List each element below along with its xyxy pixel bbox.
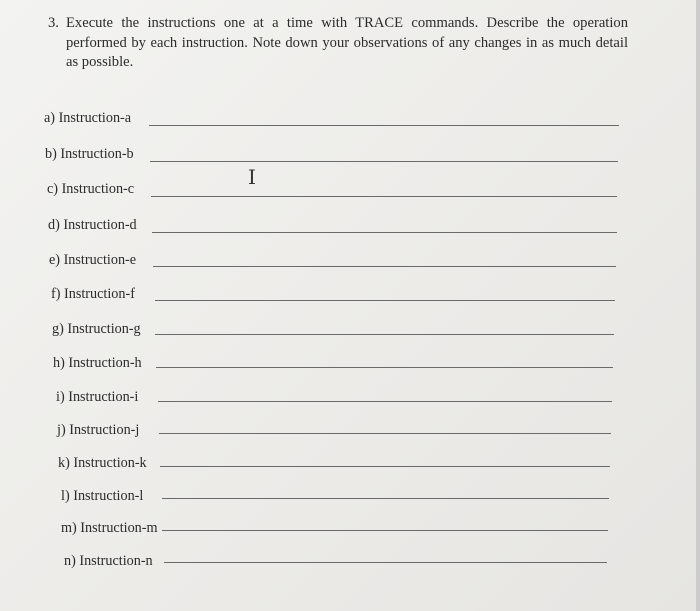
text-cursor-icon: I xyxy=(248,165,256,189)
answer-row xyxy=(61,488,609,508)
answer-row xyxy=(48,217,617,237)
item-label: f) Instruction-f xyxy=(51,286,135,302)
item-label: i) Instruction-i xyxy=(56,389,139,405)
answer-row xyxy=(64,553,607,573)
answer-line[interactable] xyxy=(152,232,617,233)
answer-line[interactable] xyxy=(158,401,612,402)
answer-row xyxy=(45,146,618,166)
item-label: l) Instruction-l xyxy=(61,488,144,504)
item-label: h) Instruction-h xyxy=(53,355,142,371)
question-number: 3. xyxy=(48,15,59,31)
item-label: b) Instruction-b xyxy=(45,146,134,162)
answer-line[interactable] xyxy=(162,498,609,499)
answer-row xyxy=(61,520,608,540)
answer-line[interactable] xyxy=(160,466,610,467)
question-block xyxy=(48,14,628,73)
answer-line[interactable] xyxy=(155,300,615,301)
answer-row xyxy=(58,455,610,475)
answer-line[interactable] xyxy=(156,367,613,368)
question-text: Execute the instructions one at a time with TRACE commands. Describe the operation performed by each instruction. Note down your observations of any changes in as much detail as possible. xyxy=(66,15,628,70)
answer-line[interactable] xyxy=(149,125,619,126)
item-label: g) Instruction-g xyxy=(52,321,141,337)
answer-row xyxy=(49,252,616,272)
item-label: a) Instruction-a xyxy=(44,110,132,126)
item-label: n) Instruction-n xyxy=(64,553,153,569)
answer-row xyxy=(51,286,615,306)
answer-row xyxy=(53,355,613,375)
answer-line[interactable] xyxy=(155,334,614,335)
item-label: m) Instruction-m xyxy=(61,520,158,536)
answer-line[interactable] xyxy=(153,266,616,267)
item-label: j) Instruction-j xyxy=(57,422,140,438)
answer-line[interactable] xyxy=(151,196,617,197)
answer-line[interactable] xyxy=(162,530,608,531)
answer-line[interactable] xyxy=(150,161,618,162)
answer-row xyxy=(52,321,614,341)
item-label: k) Instruction-k xyxy=(58,455,147,471)
answer-line[interactable] xyxy=(164,562,607,563)
item-label: d) Instruction-d xyxy=(48,217,137,233)
item-label: c) Instruction-c xyxy=(47,181,135,197)
answer-row xyxy=(47,181,617,201)
answer-row xyxy=(57,422,611,442)
answer-row xyxy=(44,110,619,130)
item-label: e) Instruction-e xyxy=(49,252,137,268)
answer-row xyxy=(56,389,612,409)
page-edge xyxy=(696,0,700,611)
answer-line[interactable] xyxy=(159,433,611,434)
